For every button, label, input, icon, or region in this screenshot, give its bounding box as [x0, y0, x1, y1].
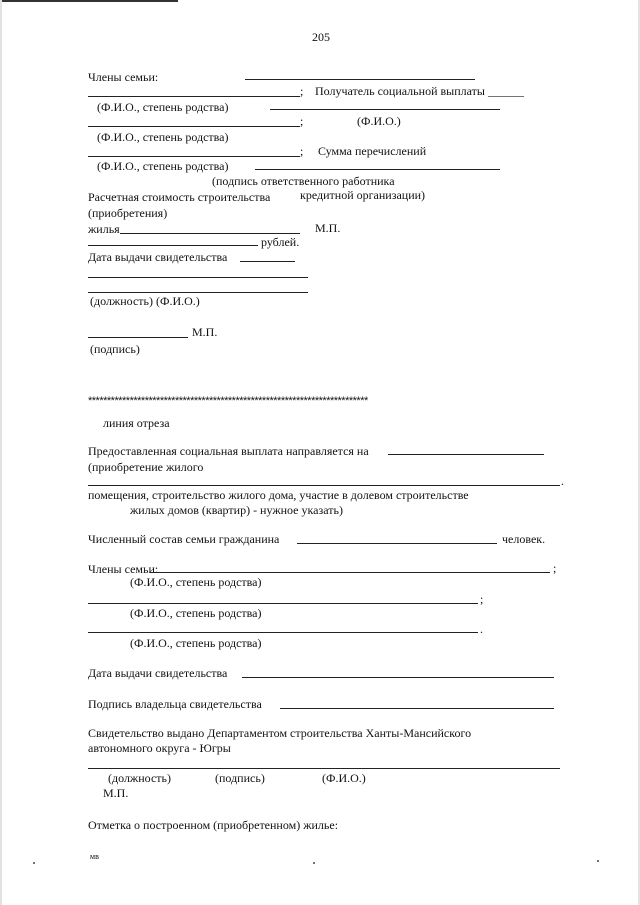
- payment-purpose-line-2: [88, 485, 560, 486]
- scan-speck-center: [313, 862, 315, 864]
- blank-line-top-2: [88, 292, 308, 293]
- period-1: .: [561, 474, 564, 488]
- scan-speck-left: [33, 862, 35, 864]
- member-1-line: [88, 96, 300, 97]
- issue-date-label-top: Дата выдачи свидетельства: [88, 250, 228, 264]
- blank-line-top-1: [88, 277, 308, 278]
- signature-block-line: [88, 768, 560, 769]
- family-members-label: Члены семьи:: [88, 70, 159, 84]
- member-1-caption: (Ф.И.О., степень родства): [97, 100, 229, 114]
- owner-signature-line: [280, 708, 554, 709]
- family-size-line: [297, 543, 497, 544]
- rubles-label: рублей.: [261, 235, 300, 249]
- semicolon-b2: ;: [480, 592, 484, 606]
- member-b2-caption: (Ф.И.О., степень родства): [130, 606, 262, 620]
- recipient-label: Получатель социальной выплаты ______: [315, 84, 524, 98]
- mp-stamp-signature: М.П.: [192, 325, 218, 339]
- cut-line-stars: **************************************************************************: [88, 396, 368, 404]
- scan-speck-right: [597, 860, 599, 862]
- officer-signature-caption-2: кредитной организации): [300, 188, 426, 202]
- signature-caption-top: (подпись): [90, 342, 140, 356]
- semicolon-3: ;: [300, 144, 304, 158]
- issue-date-line-top: [240, 261, 295, 262]
- issued-by-line-1: Свидетельство выдано Департаментом строительства Ханты-Мансийского: [88, 726, 472, 740]
- member-b3-caption: (Ф.И.О., степень родства): [130, 636, 262, 650]
- signature-caption-bottom: (подпись): [215, 771, 265, 785]
- semicolon-1: ;: [300, 84, 304, 98]
- owner-signature-label: Подпись владельца свидетельства: [88, 697, 262, 711]
- signature-line-top: [88, 337, 188, 338]
- fio-caption-bottom: (Ф.И.О.): [322, 771, 366, 785]
- cost-label-3: жилья: [88, 222, 120, 236]
- payment-directed-label: Предоставленная социальная выплата направляется на: [88, 444, 369, 458]
- member-b3-line: [88, 632, 478, 633]
- housing-note-label: Отметка о построенном (приобретенном) жилье:: [88, 818, 339, 832]
- transfer-sum-label: Сумма перечислений: [318, 144, 427, 158]
- cut-line-label: линия отреза: [103, 416, 170, 430]
- member-3-line: [88, 156, 300, 157]
- member-b2-line: [88, 603, 478, 604]
- purchase-housing-label: (приобретение жилого: [88, 460, 204, 474]
- position-fio-caption: (должность) (Ф.И.О.): [90, 294, 200, 308]
- recipient-fio-caption: (Ф.И.О.): [357, 114, 401, 128]
- family-size-label: Численный состав семьи гражданина: [88, 532, 280, 546]
- cost-label-1: Расчетная стоимость строительства: [88, 190, 271, 204]
- payment-purpose-line: [388, 454, 544, 455]
- footer-mark: мв: [90, 852, 99, 861]
- member-3-caption: (Ф.И.О., степень родства): [97, 159, 229, 173]
- scan-left-edge: [0, 0, 2, 905]
- mp-stamp-top: М.П.: [315, 221, 341, 235]
- semicolon-b1: ;: [553, 561, 557, 575]
- issued-by-line-2: автономного округа - Югры: [88, 741, 231, 755]
- position-caption: (должность): [108, 771, 171, 785]
- residential-label: жилых домов (квартир) - нужное указать): [130, 503, 343, 517]
- persons-label: человек.: [502, 532, 546, 546]
- cost-label-2: (приобретения): [88, 206, 168, 220]
- period-2: .: [480, 622, 483, 636]
- member-2-line: [88, 126, 300, 127]
- member-b1-caption: (Ф.И.О., степень родства): [130, 575, 262, 589]
- page-number: 205: [312, 30, 330, 44]
- officer-signature-caption-1: (подпись ответственного работника: [212, 174, 395, 188]
- recipient-fio-line: [270, 109, 500, 110]
- semicolon-2: ;: [300, 114, 304, 128]
- member-2-caption: (Ф.И.О., степень родства): [97, 130, 229, 144]
- issue-date-label-bottom: Дата выдачи свидетельства: [88, 666, 228, 680]
- family-members-label-bottom: Члены семьи:: [88, 562, 159, 576]
- issue-date-line-bottom: [242, 677, 554, 678]
- top-edge-line: [0, 0, 178, 2]
- mp-stamp-bottom: М.П.: [103, 786, 129, 800]
- premises-label: помещения, строительство жилого дома, участие в долевом строительстве: [88, 488, 469, 502]
- transfer-sum-line: [255, 169, 500, 170]
- cost-value-line: [120, 233, 300, 234]
- rubles-line: [88, 245, 258, 246]
- recipient-name-line: [245, 79, 475, 80]
- member-b1-line: [150, 572, 550, 573]
